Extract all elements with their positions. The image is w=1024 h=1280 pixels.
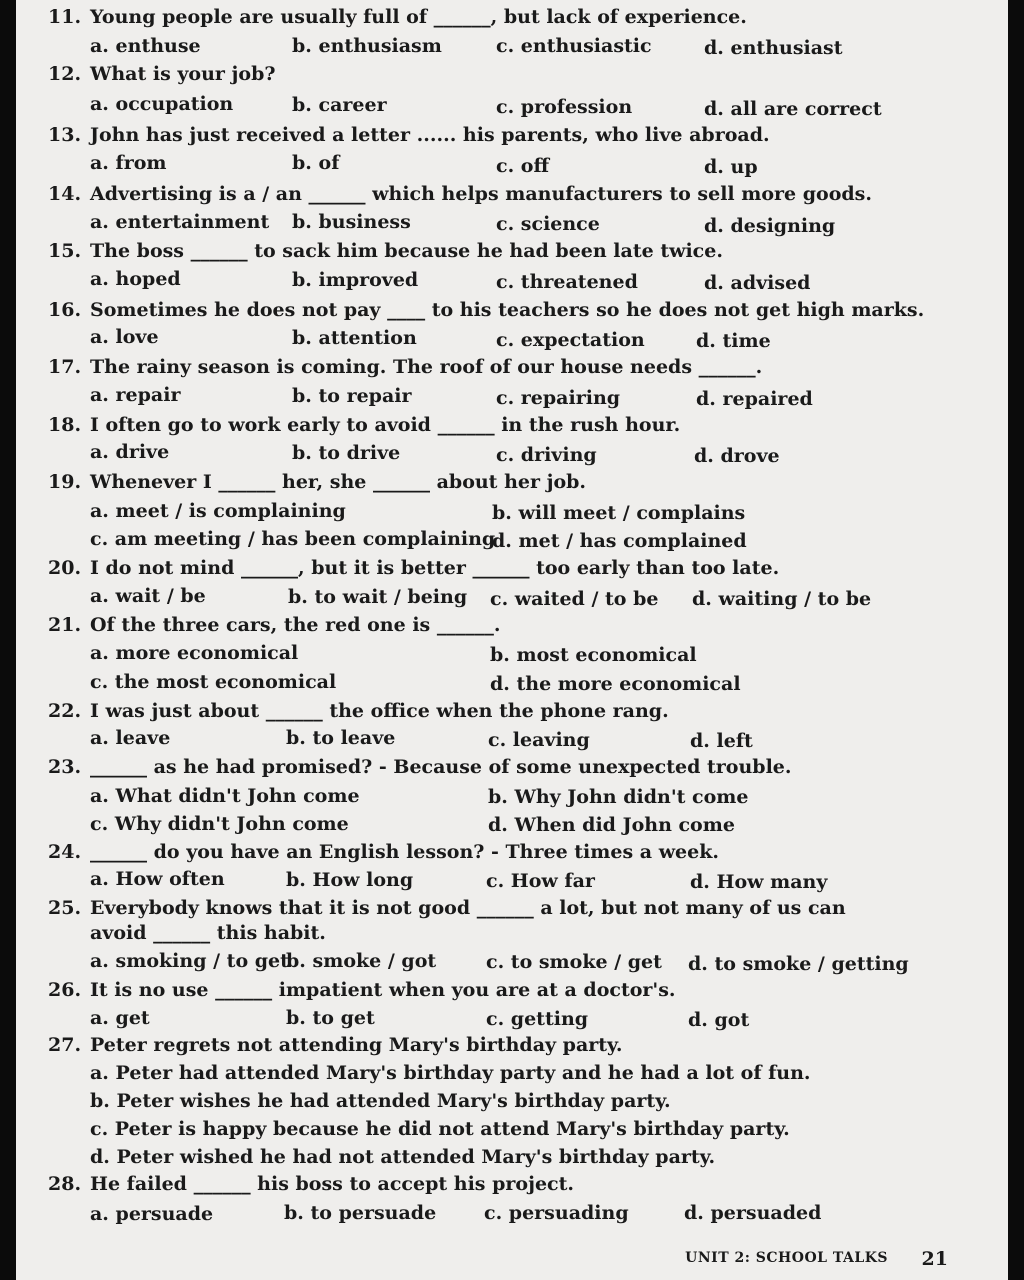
option: b. attention xyxy=(292,327,417,349)
option: a. persuade xyxy=(90,1203,214,1225)
option: d. time xyxy=(696,330,771,352)
option: d. waiting / to be xyxy=(692,588,872,610)
question-19: 19. Whenever I ______ her, she ______ about her job. xyxy=(48,471,587,493)
option: d. met / has complained xyxy=(492,530,747,552)
option: d. to smoke / getting xyxy=(688,953,909,975)
option: b. of xyxy=(292,152,340,174)
question-13: 13. John has just received a letter ...... his parents, who live abroad. xyxy=(48,124,770,146)
question-25: 25. Everybody knows that it is not good ______ a lot, but not many of us can xyxy=(48,897,846,919)
option: a. smoking / to get xyxy=(90,950,289,972)
option: d. When did John come xyxy=(488,814,735,836)
option: b. career xyxy=(292,94,387,116)
option: c. am meeting / has been complaining xyxy=(90,528,496,550)
option: a. Peter had attended Mary's birthday party and he had a lot of fun. xyxy=(90,1062,811,1084)
option: a. entertainment xyxy=(90,211,270,233)
option: d. repaired xyxy=(696,388,813,410)
option: a. from xyxy=(90,152,167,174)
option: d. up xyxy=(704,156,758,178)
option: c. the most economical xyxy=(90,671,337,693)
option: b. to repair xyxy=(292,385,412,407)
option: b. to drive xyxy=(292,442,401,464)
option: c. off xyxy=(496,155,550,177)
option: b. to wait / being xyxy=(288,586,468,608)
option: c. expectation xyxy=(496,329,645,351)
option: c. Why didn't John come xyxy=(90,813,349,835)
question-14: 14. Advertising is a / an ______ which helps manufacturers to sell more goods. xyxy=(48,183,872,205)
option: d. How many xyxy=(690,871,828,893)
option: c. science xyxy=(496,213,600,235)
question-16: 16. Sometimes he does not pay ____ to his teachers so he does not get high marks. xyxy=(48,299,925,321)
option: a. What didn't John come xyxy=(90,785,360,807)
option: a. leave xyxy=(90,727,171,749)
question-15: 15. The boss ______ to sack him because he had been late twice. xyxy=(48,240,723,262)
option: a. How often xyxy=(90,868,225,890)
question-24: 24. ______ do you have an English lesson? - Three times a week. xyxy=(48,841,720,863)
option: c. Peter is happy because he did not attend Mary's birthday party. xyxy=(90,1118,790,1140)
option: a. love xyxy=(90,326,159,348)
option: c. How far xyxy=(486,870,595,892)
question-12: 12. What is your job? xyxy=(48,63,276,85)
option: a. repair xyxy=(90,384,181,406)
option: c. driving xyxy=(496,444,597,466)
option: d. persuaded xyxy=(684,1202,822,1224)
question-23: 23. ______ as he had promised? - Because of some unexpected trouble. xyxy=(48,756,792,778)
option: c. enthusiastic xyxy=(496,35,652,57)
option: d. the more economical xyxy=(490,673,741,695)
option: d. Peter wished he had not attended Mary's birthday party. xyxy=(90,1146,716,1168)
option: d. left xyxy=(690,730,753,752)
question-18: 18. I often go to work early to avoid ______ in the rush hour. xyxy=(48,414,681,436)
option: b. improved xyxy=(292,269,419,291)
unit-footer: UNIT 2: SCHOOL TALKS xyxy=(685,1250,888,1266)
question-11: 11. Young people are usually full of ______, but lack of experience. xyxy=(48,6,747,28)
option: b. enthusiasm xyxy=(292,35,442,57)
question-25-continued: avoid ______ this habit. xyxy=(90,922,326,944)
option: b. Why John didn't come xyxy=(488,786,749,808)
option: b. to persuade xyxy=(284,1202,437,1224)
option: d. enthusiast xyxy=(704,37,843,59)
option: c. waited / to be xyxy=(490,588,659,610)
option: b. How long xyxy=(286,869,414,891)
option: d. got xyxy=(688,1009,750,1031)
worksheet-page xyxy=(16,0,1008,1280)
option: b. business xyxy=(292,211,411,233)
option: b. Peter wishes he had attended Mary's birthday party. xyxy=(90,1090,671,1112)
option: b. will meet / complains xyxy=(492,502,746,524)
option: b. to leave xyxy=(286,727,396,749)
question-27: 27. Peter regrets not attending Mary's birthday party. xyxy=(48,1034,623,1056)
question-26: 26. It is no use ______ impatient when you are at a doctor's. xyxy=(48,979,676,1001)
option: c. getting xyxy=(486,1008,589,1030)
question-22: 22. I was just about ______ the office when the phone rang. xyxy=(48,700,669,722)
option: a. occupation xyxy=(90,93,234,115)
option: d. all are correct xyxy=(704,98,882,120)
option: c. repairing xyxy=(496,387,621,409)
option: c. leaving xyxy=(488,729,590,751)
option: b. to get xyxy=(286,1007,375,1029)
option: a. enthuse xyxy=(90,35,201,57)
option: a. hoped xyxy=(90,268,181,290)
question-28: 28. He failed ______ his boss to accept his project. xyxy=(48,1173,574,1195)
option: d. drove xyxy=(694,445,780,467)
page-number: 21 xyxy=(921,1248,948,1270)
question-21: 21. Of the three cars, the red one is ______. xyxy=(48,614,501,636)
option: b. smoke / got xyxy=(286,950,437,972)
option: d. designing xyxy=(704,215,836,237)
option: a. meet / is complaining xyxy=(90,500,346,522)
option: a. drive xyxy=(90,441,170,463)
option: c. to smoke / get xyxy=(486,951,662,973)
option: c. threatened xyxy=(496,271,638,293)
question-20: 20. I do not mind ______, but it is better ______ too early than too late. xyxy=(48,557,780,579)
option: d. advised xyxy=(704,272,811,294)
option: c. profession xyxy=(496,96,633,118)
option: c. persuading xyxy=(484,1202,629,1224)
option: a. more economical xyxy=(90,642,299,664)
option: a. get xyxy=(90,1007,150,1029)
question-17: 17. The rainy season is coming. The roof of our house needs ______. xyxy=(48,356,763,378)
option: a. wait / be xyxy=(90,585,206,607)
option: b. most economical xyxy=(490,644,697,666)
